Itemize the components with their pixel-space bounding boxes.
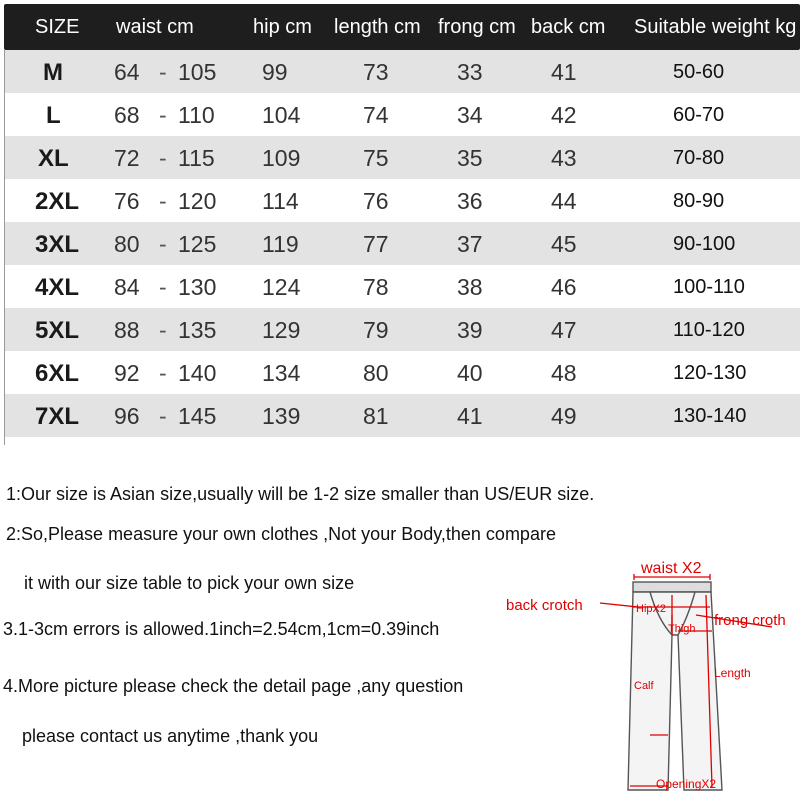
cell-range-dash: -: [159, 59, 167, 85]
cell-waist-min: 96: [114, 403, 140, 429]
pants-measurement-diagram: [500, 555, 800, 800]
cell-back: 45: [551, 231, 577, 257]
cell-waist-min: 72: [114, 145, 140, 171]
cell-waist-max: 140: [178, 360, 217, 386]
cell-size: 2XL: [35, 188, 80, 215]
table-row: [4, 351, 800, 394]
cell-size: 5XL: [35, 317, 80, 344]
cell-hip: 129: [262, 317, 301, 343]
cell-length: 81: [363, 403, 389, 429]
cell-waist-max: 120: [178, 188, 217, 214]
table-row: [4, 308, 800, 351]
cell-back: 42: [551, 102, 577, 128]
cell-frong: 36: [457, 188, 483, 214]
cell-waist-max: 125: [178, 231, 217, 257]
label-thigh: Thigh: [668, 623, 696, 635]
cell-weight: 120-130: [673, 362, 747, 384]
cell-frong: 34: [457, 102, 483, 128]
cell-waist-min: 80: [114, 231, 140, 257]
cell-length: 79: [363, 317, 389, 343]
cell-hip: 109: [262, 145, 301, 171]
cell-size: 6XL: [35, 360, 80, 387]
cell-weight: 80-90: [673, 190, 725, 212]
cell-back: 43: [551, 145, 577, 171]
table-row: [4, 93, 800, 136]
note-1: 1:Our size is Asian size,usually will be 1-2 size smaller than US/EUR size.: [6, 484, 595, 504]
cell-length: 74: [363, 102, 389, 128]
cell-range-dash: -: [159, 274, 167, 300]
cell-waist-min: 68: [114, 102, 140, 128]
cell-weight: 50-60: [673, 61, 725, 83]
cell-range-dash: -: [159, 231, 167, 257]
cell-weight: 130-140: [673, 405, 747, 427]
table-row: [4, 179, 800, 222]
cell-hip: 104: [262, 102, 301, 128]
cell-range-dash: -: [159, 317, 167, 343]
size-table: [4, 4, 800, 437]
header-size: SIZE: [35, 16, 80, 38]
header-length: length cm: [334, 16, 421, 38]
cell-length: 75: [363, 145, 389, 171]
cell-frong: 33: [457, 59, 483, 85]
table-row: [4, 50, 800, 93]
cell-size: 4XL: [35, 274, 80, 301]
cell-hip: 139: [262, 403, 301, 429]
cell-hip: 124: [262, 274, 301, 300]
note-2: 2:So,Please measure your own clothes ,Not your Body,then compare: [6, 524, 556, 544]
cell-waist-min: 76: [114, 188, 140, 214]
cell-waist-min: 92: [114, 360, 140, 386]
cell-size: 3XL: [35, 231, 80, 258]
cell-back: 44: [551, 188, 577, 214]
cell-weight: 100-110: [673, 276, 745, 298]
header-weight: Suitable weight kg: [634, 16, 797, 38]
label-waist: waist X2: [641, 560, 702, 577]
cell-weight: 70-80: [673, 147, 725, 169]
cell-waist-min: 88: [114, 317, 140, 343]
cell-frong: 39: [457, 317, 483, 343]
cell-range-dash: -: [159, 188, 167, 214]
cell-frong: 35: [457, 145, 483, 171]
table-row: [4, 265, 800, 308]
cell-range-dash: -: [159, 145, 167, 171]
cell-range-dash: -: [159, 102, 167, 128]
cell-hip: 114: [262, 188, 299, 214]
table-row: [4, 394, 800, 437]
cell-size: M: [43, 59, 63, 86]
cell-size: L: [46, 102, 61, 129]
cell-waist-max: 105: [178, 59, 217, 85]
cell-length: 77: [363, 231, 389, 257]
cell-waist-max: 135: [178, 317, 217, 343]
header-waist: waist cm: [116, 16, 194, 38]
cell-length: 80: [363, 360, 389, 386]
note-4: 4.More picture please check the detail page ,any question: [3, 676, 464, 696]
cell-back: 47: [551, 317, 577, 343]
label-calf: Calf: [634, 680, 654, 692]
table-body: [4, 50, 800, 437]
cell-waist-max: 110: [178, 102, 215, 128]
table-row: [4, 222, 800, 265]
label-hip: HipX2: [636, 603, 666, 615]
cell-waist-max: 115: [178, 145, 215, 171]
cell-hip: 134: [262, 360, 301, 386]
cell-length: 73: [363, 59, 389, 85]
cell-weight: 60-70: [673, 104, 725, 126]
note-4-continued: please contact us anytime ,thank you: [22, 726, 319, 746]
cell-waist-min: 64: [114, 59, 140, 85]
cell-size: 7XL: [35, 403, 80, 430]
note-3: 3.1-3cm errors is allowed.1inch=2.54cm,1cm=0.39inch: [3, 619, 440, 639]
cell-frong: 38: [457, 274, 483, 300]
label-frong-croth: frong croth: [714, 612, 786, 629]
note-2-continued: it with our size table to pick your own size: [24, 573, 355, 593]
label-opening: OpeningX2: [656, 777, 717, 791]
header-hip: hip cm: [253, 16, 312, 38]
cell-size: XL: [38, 145, 69, 172]
header-back: back cm: [531, 16, 606, 38]
cell-hip: 119: [262, 231, 299, 257]
cell-range-dash: -: [159, 360, 167, 386]
cell-waist-max: 130: [178, 274, 217, 300]
cell-weight: 90-100: [673, 233, 736, 255]
cell-back: 48: [551, 360, 577, 386]
cell-range-dash: -: [159, 403, 167, 429]
cell-frong: 37: [457, 231, 483, 257]
cell-length: 78: [363, 274, 389, 300]
cell-hip: 99: [262, 59, 288, 85]
label-back-crotch: back crotch: [506, 597, 583, 614]
table-row: [4, 136, 800, 179]
cell-back: 49: [551, 403, 577, 429]
cell-back: 41: [551, 59, 577, 85]
pants-outline-icon: [500, 555, 800, 800]
cell-length: 76: [363, 188, 389, 214]
cell-weight: 110-120: [673, 319, 745, 341]
label-length: Length: [714, 666, 751, 680]
cell-frong: 40: [457, 360, 483, 386]
cell-frong: 41: [457, 403, 483, 429]
header-frong: frong cm: [438, 16, 516, 38]
cell-back: 46: [551, 274, 577, 300]
cell-waist-max: 145: [178, 403, 217, 429]
table-left-border: [4, 50, 5, 445]
cell-waist-min: 84: [114, 274, 140, 300]
table-header: [4, 4, 800, 50]
